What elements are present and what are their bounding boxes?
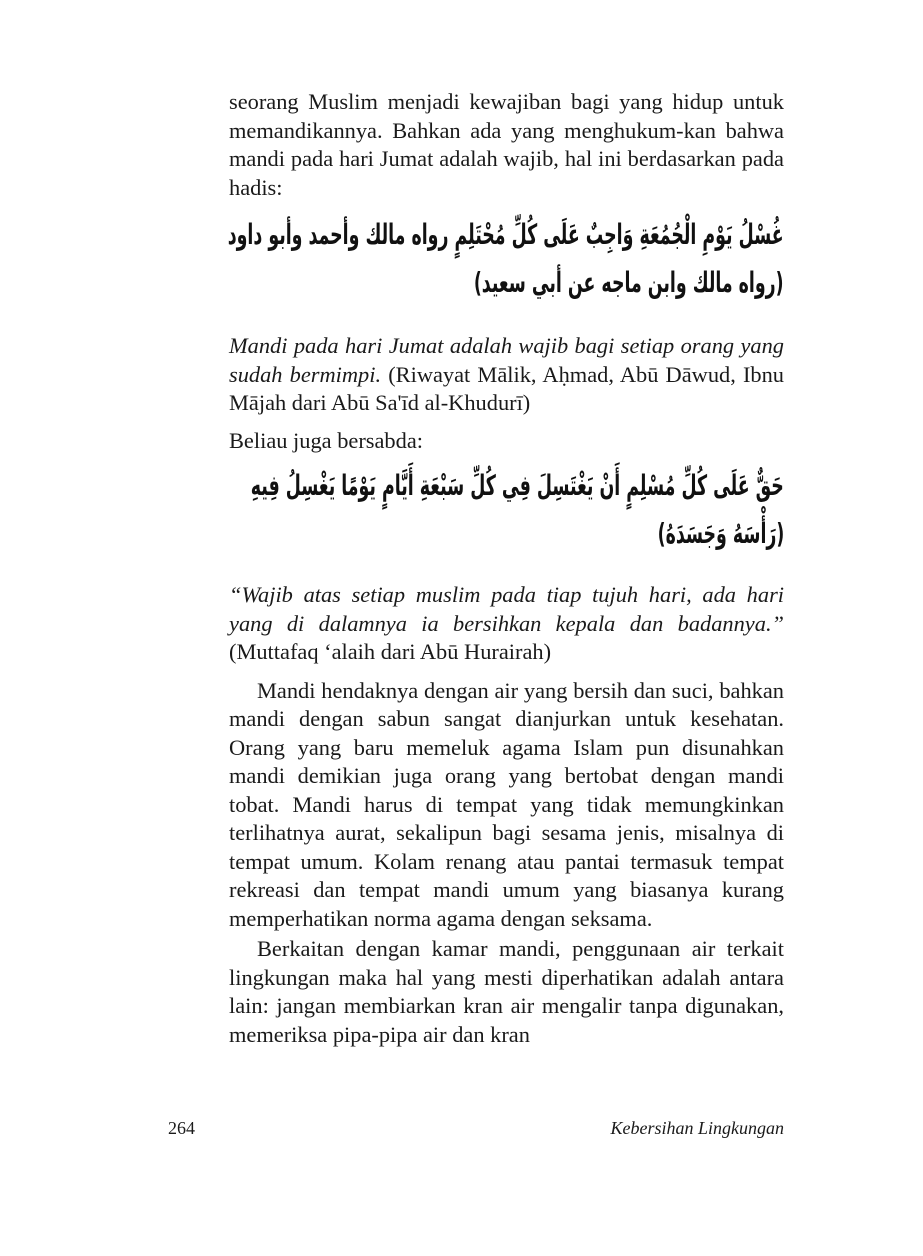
hadith-1-translation-block bbox=[229, 332, 784, 418]
arabic-hadith-2-line-2: (رَأْﺳَﻪُ وَﺟَﺴَﺪَهُ) bbox=[657, 517, 784, 550]
paragraph-2: Mandi hendaknya dengan air yang bersih dan suci, bahkan mandi dengan sabun sangat dianjurkan untuk kesehatan. Orang yang baru memeluk agama Islam pun disunahkan mandi demikian juga orang yang bertobat dengan mandi tobat. Mandi harus di tempat yang tidak memungkinkan terlihatnya aurat, sekalipun bagi sesama jenis, misalnya di tempat umum. Kolam renang atau pantai termasuk tempat rekreasi dan tempat mandi umum yang biasanya kurang memperhatikan norma agama dengan seksama. bbox=[229, 677, 784, 931]
running-title: Kebersihan Lingkungan bbox=[610, 1118, 784, 1138]
hadith-2-translation: “Wajib atas setiap muslim pada tiap tujuh hari, ada hari yang di dalamnya ia bersihkan kepala dan badannya.” bbox=[229, 582, 784, 636]
hadith-1-translation: Mandi pada hari Jumat adalah wajib bagi setiap orang yang sudah bermimpi. bbox=[229, 333, 784, 387]
hadith-1-source: (Riwayat Mālik, Aḥmad, Abū Dāwud, Ibnu Mājah dari Abū Sa'īd al-Khudurī) bbox=[229, 361, 784, 415]
arabic-hadith-1-line-1: ﻏُﺴْﻞُ ﻳَﻮْمِ اﻟْﺠُﻤُﻌَﺔِ وَاﺟِﺐٌ ﻋَﻠَﻰ ﻛُﻞِّ ﻣُﺤْﺘَﻠِﻢٍ رواه ﻣﺎﻟﻚ وأﺣﻤﺪ وأﺑﻮ داود bbox=[228, 218, 784, 251]
page-content bbox=[229, 88, 784, 1049]
arabic-hadith-2-line-1: ﺣَﻖٌّ ﻋَﻠَﻰ ﻛُﻞِّ ﻣُﺴْﻠِﻢٍ أَنْ ﻳَﻐْﺘَﺴِﻞَ ﻓِﻲ ﻛُﻞِّ ﺳَﺒْﻌَﺔِ أَﻳَّﺎمٍ ﻳَﻮْﻣًﺎ ﻳَﻐْﺴِﻞُ ﻓِﻴﻪِ bbox=[250, 469, 784, 502]
hadith-2-translation-block bbox=[229, 581, 784, 667]
arabic-hadith-1 bbox=[229, 214, 784, 314]
arabic-hadith-1-line-2: (رواه ﻣﺎﻟﻚ واﺑﻦ ﻣﺎﺟﻪ ﻋﻦ أﺑﻲ ﺳﻌﻴﺪ) bbox=[474, 266, 784, 299]
arabic-hadith-2 bbox=[229, 465, 784, 565]
paragraph-3: Berkaitan dengan kamar mandi, penggunaan air terkait lingkungan maka hal yang mesti diperhatikan adalah antara lain: jangan membiarkan kran air mengalir tanpa digunakan, memeriksa pipa-pipa air dan kran bbox=[229, 936, 784, 1047]
page-footer bbox=[168, 1118, 784, 1139]
intro-paragraph: seorang Muslim menjadi kewajiban bagi yang hidup untuk memandikannya. Bahkan ada yang menghukum-kan bahwa mandi pada hari Jumat adalah wajib, hal ini berdasarkan pada hadis: bbox=[229, 89, 784, 200]
beliau-line: Beliau juga bersabda: bbox=[229, 427, 423, 453]
page-number: 264 bbox=[168, 1118, 195, 1138]
hadith-2-source: (Muttafaq ‘alaih dari Abū Hurairah) bbox=[229, 639, 552, 664]
